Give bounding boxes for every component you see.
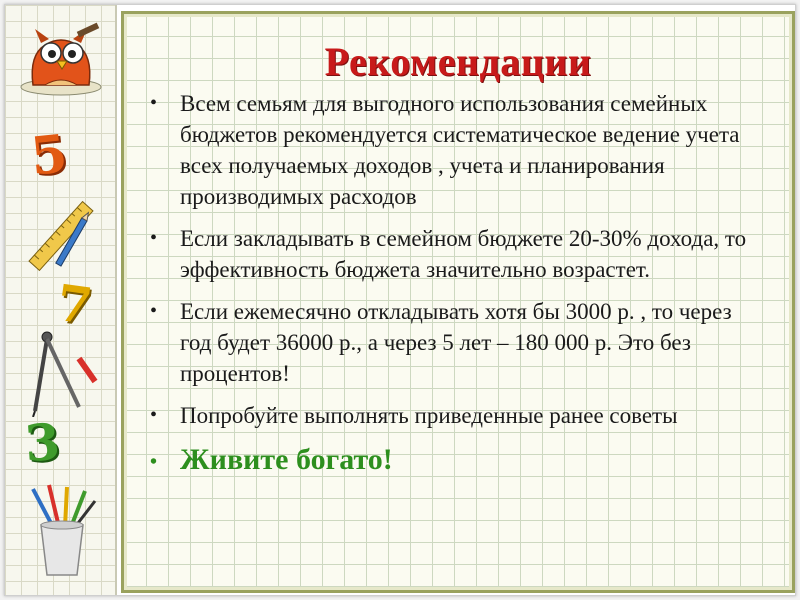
list-item-text: Если ежемесячно откладывать хотя бы 3000 р. , то через год будет 36000 р., а через 5 лет – 180 000 р. Это без процентов! (180, 299, 732, 386)
bullet-icon: • (150, 404, 158, 426)
slide-title: Рекомендации (324, 39, 592, 84)
digit-three: 3 (22, 411, 62, 474)
list-item (148, 296, 768, 389)
bullet-icon: • (150, 300, 158, 322)
digit-seven: 7 (53, 272, 96, 337)
bullet-icon: • (150, 451, 158, 473)
pencil-cup-icon (23, 483, 101, 579)
compass-icon (17, 327, 107, 417)
decorative-sidebar (5, 5, 117, 595)
list-item (148, 88, 768, 212)
owl-teacher-icon (15, 15, 107, 97)
bullet-icon: • (150, 227, 158, 249)
ruler-pencil-icon (19, 193, 103, 279)
list-item (148, 400, 768, 431)
slide-frame (4, 4, 796, 596)
list-item-text: Если закладывать в семейном бюджете 20-30% дохода, то эффективность бюджета значительно возрастет. (180, 226, 747, 282)
closing-line-text: Живите богато! (180, 443, 393, 476)
bullet-icon: • (150, 92, 158, 114)
list-item-text: Всем семьям для выгодного использования семейных бюджетов рекомендуется систематическое ведение учета всех получаемых доходов , учета и планирования производимых расходов (180, 91, 740, 209)
list-item (148, 223, 768, 285)
slide-content (121, 11, 795, 593)
list-item-text: Попробуйте выполнять приведенные ранее советы (180, 403, 678, 428)
closing-line (148, 442, 768, 478)
recommendations-list (148, 88, 768, 489)
digit-five: 5 (27, 123, 71, 188)
